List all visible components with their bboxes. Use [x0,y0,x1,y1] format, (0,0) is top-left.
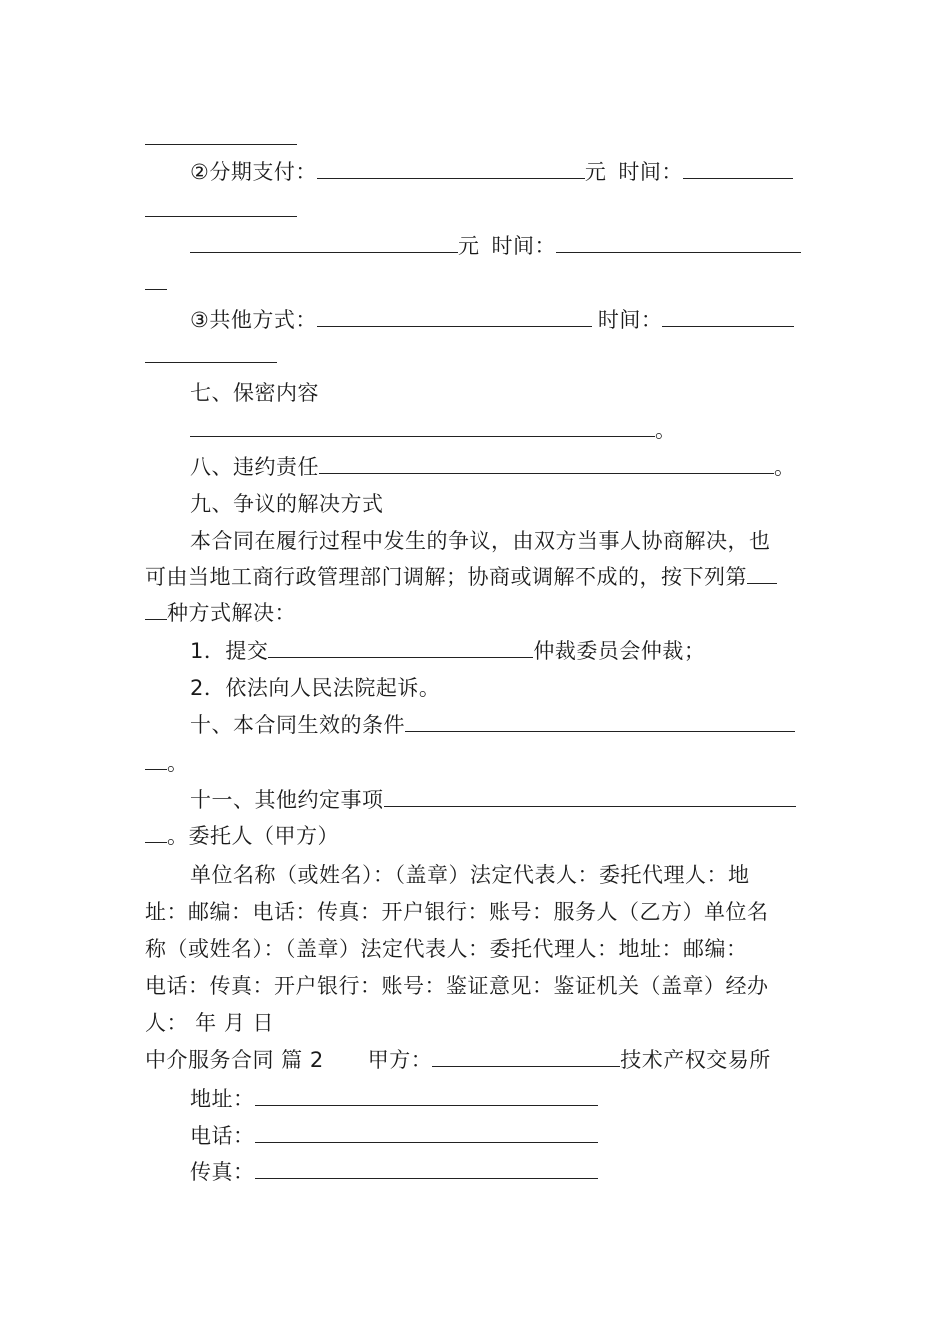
signature-line-5: 人： 年 月 日 [145,1011,275,1035]
party-a-suffix: 技术产权交易所 [620,1048,771,1072]
section-9-heading: 九、争议的解决方式 [190,492,384,516]
phone-row [190,1121,809,1151]
blank-line [145,748,167,770]
blank-line [145,195,297,217]
paragraph-text: 种方式解决： [167,601,296,625]
installment-continuation-line [145,195,809,225]
section-8-row [190,452,809,482]
yuan-label: 元 [458,234,480,258]
period: 。 [774,455,796,479]
installment-label: ②分期支付： [190,160,317,184]
arbitration-blank [268,636,533,658]
other-continuation-line [145,341,809,371]
client-party-a-label: 。委托人（甲方） [167,824,339,848]
period: 。 [167,751,189,775]
party-a-label: 甲方： [367,1048,433,1072]
signature-line-1: 单位名称（或姓名）：（盖章）法定代表人：委托代理人：地 [190,863,750,887]
installment-payment-row [190,157,809,187]
address-row [190,1084,809,1114]
payment-continuation-line [145,123,809,153]
option-2-row: 2．依法向人民法院起诉。 [190,676,441,700]
option-1-suffix: 仲裁委员会仲裁； [533,639,706,663]
section-10-heading: 十、本合同生效的条件 [190,713,405,737]
amount-blank [317,157,585,179]
liability-blank [319,452,774,474]
time-label: 时间： [618,160,683,184]
blank-line [145,341,277,363]
time-label: 时间： [597,308,663,332]
option-1-row [190,636,809,666]
time-label: 时间： [491,234,556,258]
party-a-blank [432,1045,620,1067]
installment-payment-row-2 [190,231,809,261]
yuan-label: 元 [584,160,607,184]
other-payment-row [190,305,809,335]
section-11-continuation [145,821,809,851]
section-10-row [190,710,809,740]
contract-2-title-row [145,1045,809,1075]
address-label: 地址： [190,1087,255,1111]
paragraph-text: 可由当地工商行政管理部门调解；协商或调解不成的，按下列第 [145,565,747,589]
section-8-heading: 八、违约责任 [190,455,319,479]
time-blank [556,231,801,253]
section-7-heading: 七、保密内容 [190,381,319,405]
fax-blank [255,1157,598,1179]
choice-blank [145,598,167,620]
phone-label: 电话： [190,1124,255,1148]
signature-line-3: 称（或姓名）：（盖章）法定代表人：委托代理人：地址：邮编： [145,937,748,961]
signature-line-4: 电话：传真：开户银行：账号：鉴证意见：鉴证机关（盖章）经办 [145,974,769,998]
section-9-paragraph-line-1: 本合同在履行过程中发生的争议，由双方当事人协商解决，也 [190,529,771,553]
address-blank [255,1084,598,1106]
section-9-paragraph-line-2 [145,562,809,592]
confidential-blank [190,415,655,437]
section-9-paragraph-line-3 [145,598,809,628]
fax-row [190,1157,809,1187]
period: 。 [655,418,677,442]
time-blank [662,305,794,327]
other-terms-blank [384,785,796,807]
blank-line [145,123,297,145]
section-11-row [190,785,809,815]
option-1-label: 1．提交 [190,639,269,663]
choice-blank [747,562,777,584]
amount-blank [190,231,458,253]
blank-line [145,268,167,290]
other-method-label: ③共他方式： [190,308,317,332]
contract-2-title: 中介服务合同 篇 2 [145,1048,324,1072]
section-11-heading: 十一、其他约定事项 [190,788,384,812]
signature-line-2: 址：邮编：电话：传真：开户银行：账号：服务人（乙方）单位名 [145,900,769,924]
installment2-continuation-line [145,268,809,298]
effect-blank [405,710,795,732]
time-blank [683,157,793,179]
blank-line [145,821,167,843]
section-7-blank-row [190,415,809,445]
method-blank [317,305,592,327]
fax-label: 传真： [190,1160,255,1184]
phone-blank [255,1121,598,1143]
section-10-continuation [145,748,809,778]
